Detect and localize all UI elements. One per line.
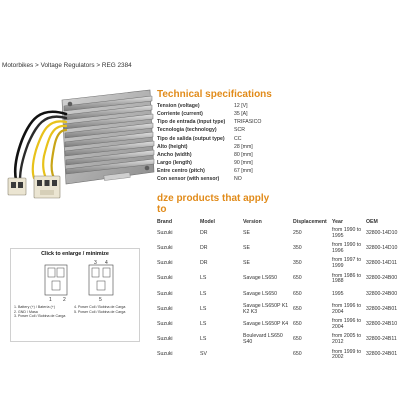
pin-label: 3	[94, 260, 97, 266]
cell-displacement: 650	[293, 305, 302, 312]
product-image[interactable]	[0, 80, 158, 210]
cell-oem: 32800-24B00	[366, 290, 398, 297]
cell-version: Savage LS650P K4	[243, 320, 289, 327]
cell-year: from 1997 to 1999	[332, 257, 362, 269]
cell-oem: 32800-14D10	[366, 244, 398, 251]
table-row	[157, 332, 398, 347]
header-displacement: Displacement	[293, 218, 327, 225]
cell-year: from 1990 to 1996	[332, 242, 362, 254]
spec-label: Entre centro (pitch)	[157, 168, 205, 175]
cell-brand: Suzuki	[157, 336, 173, 343]
header-oem: OEM	[366, 218, 378, 225]
cell-oem: 32800-24B01	[366, 305, 398, 312]
pin-label: 4	[105, 260, 108, 266]
spec-value: 12 [V]	[234, 103, 248, 109]
legend-row	[14, 314, 125, 319]
cell-version: Boulevard LS650 S40	[243, 333, 283, 345]
spec-label: Corriente (current)	[157, 111, 203, 118]
spec-value: 35 [A]	[234, 111, 248, 118]
spec-row	[157, 167, 261, 175]
header-year: Year	[332, 218, 343, 225]
spec-row	[157, 118, 261, 126]
legend-item: 3. Power Coil / Bobina de Carga	[14, 314, 66, 318]
cell-model: LS	[200, 275, 207, 282]
cell-year: from 1990 to 1995	[332, 227, 362, 239]
enlarge-caption[interactable]: Click to enlarge / minimize	[41, 251, 109, 257]
cell-model: DR	[200, 244, 208, 251]
cell-displacement: 650	[293, 320, 302, 327]
cell-brand: Suzuki	[157, 290, 173, 297]
breadcrumb-motorbikes[interactable]: Motorbikes	[2, 62, 34, 69]
cell-displacement: 250	[293, 229, 302, 236]
cell-version: SE	[243, 229, 250, 236]
cell-version: SE	[243, 244, 250, 251]
cell-displacement: 650	[293, 290, 302, 297]
spec-row	[157, 110, 261, 118]
cell-version: SE	[243, 260, 250, 267]
cell-oem: 32800-24B00	[366, 275, 398, 282]
cell-year: from 1996 to 2004	[332, 302, 362, 315]
pin-label: 2	[63, 297, 66, 303]
cell-model: LS	[200, 305, 207, 312]
spec-row	[157, 175, 261, 183]
spec-value: 80 [mm]	[234, 151, 253, 158]
spec-value: SCR	[234, 127, 245, 134]
cell-version: Savage LS650P K1 K2 K3	[243, 302, 289, 315]
legend-item: 2. GND / Masa	[14, 309, 38, 314]
breadcrumb-separator: >	[35, 62, 39, 69]
pin-label: 5	[99, 297, 102, 303]
table-row	[157, 302, 398, 317]
cell-year: from 1999 to 2002	[332, 348, 362, 361]
spec-label: Tension (voltage)	[157, 103, 200, 109]
spec-row	[157, 151, 261, 159]
cell-brand: Suzuki	[157, 244, 173, 251]
cell-brand: Suzuki	[157, 229, 173, 236]
connector-diagram	[11, 259, 141, 305]
cell-oem: 32800-14D11	[366, 260, 398, 267]
spec-value: 67 [mm]	[234, 168, 253, 175]
connector-2pin	[8, 178, 26, 195]
cell-model: LS	[200, 290, 207, 297]
cell-oem: 32800-24B11	[366, 336, 397, 343]
cell-displacement: 350	[293, 244, 302, 251]
spec-row	[157, 135, 261, 143]
cell-year: from 1986 to 1988	[332, 272, 362, 285]
cell-version: Savage LS650	[243, 275, 278, 282]
table-row	[157, 317, 398, 332]
pin-legend	[14, 305, 125, 319]
table-row	[157, 226, 398, 241]
cell-oem: 32800-24B10	[366, 320, 398, 327]
cell-brand: Suzuki	[157, 305, 173, 312]
breadcrumb-separator: >	[96, 62, 101, 69]
applications-table	[157, 217, 398, 363]
spec-label: Alto (height)	[157, 143, 188, 150]
spec-row	[157, 159, 261, 167]
cell-displacement: 650	[293, 275, 302, 282]
table-row	[157, 287, 398, 302]
wires	[15, 112, 66, 180]
spec-row	[157, 143, 261, 151]
table-row	[157, 241, 398, 256]
table-row	[157, 256, 398, 271]
cell-model: DR	[200, 260, 208, 267]
cell-brand: Suzuki	[157, 351, 173, 358]
spec-row	[157, 126, 261, 134]
heatsink	[62, 90, 154, 184]
spec-value: 28 [mm]	[234, 143, 253, 150]
spec-label: Con sensor (with sensor)	[157, 176, 220, 183]
header-model: Model	[200, 218, 215, 225]
cell-model: DR	[200, 229, 208, 236]
spec-label: Ancho (width)	[157, 151, 192, 158]
spec-label: Tipo de salida (output type)	[157, 135, 225, 142]
header-version: Version	[243, 218, 262, 225]
cell-displacement: 650	[293, 336, 302, 343]
cell-version	[243, 348, 293, 363]
spec-row	[157, 102, 261, 110]
cell-displacement: 650	[293, 351, 302, 358]
cell-model: LS	[200, 320, 207, 327]
specs-table	[157, 102, 261, 184]
spec-value: NO	[234, 176, 242, 183]
cell-year: from 1996 to 2004	[332, 318, 362, 330]
table-row	[157, 272, 398, 287]
cell-brand: Suzuki	[157, 320, 173, 327]
legend-item: 4. Power Coil / Bobina de Carga	[74, 305, 126, 309]
cell-year: 1995	[332, 290, 344, 297]
spec-label: Largo (length)	[157, 160, 192, 167]
spec-value: 90 [mm]	[234, 160, 253, 167]
wiring-diagram[interactable]	[10, 248, 140, 342]
table-header-row	[157, 217, 398, 226]
apply-title: dze products that apply to	[157, 193, 270, 215]
pin-label: 1	[49, 297, 52, 303]
specs-title: Technical specifications	[157, 89, 272, 100]
table-row	[157, 348, 398, 363]
spec-label: Tipo de entrada (input type)	[157, 119, 226, 126]
cell-model: SV	[200, 351, 207, 358]
breadcrumb-voltage-regulators[interactable]: Voltage Regulators	[40, 62, 95, 69]
spec-value: TRIFASICO	[234, 119, 262, 126]
connector-3pin	[34, 176, 60, 198]
breadcrumb	[2, 62, 132, 69]
breadcrumb-current: REG 2384	[101, 62, 132, 69]
cell-oem: 32800-24B01	[366, 351, 398, 358]
cell-brand: Suzuki	[157, 260, 173, 267]
legend-item: 1. Battery (+) / Batería (+)	[14, 305, 55, 309]
spec-label: Tecnologia (technology)	[157, 127, 217, 134]
cell-year: from 2005 to 2012	[332, 333, 362, 345]
cell-model: LS	[200, 336, 207, 343]
legend-item: 5. Power Coil / Bobina de Carga	[74, 309, 126, 314]
cell-version: Savage LS650	[243, 290, 278, 297]
cell-displacement: 350	[293, 260, 302, 267]
header-brand: Brand	[157, 218, 172, 225]
cell-oem: 32800-14D10	[366, 229, 398, 236]
cell-brand: Suzuki	[157, 275, 173, 282]
spec-value: CC	[234, 135, 242, 142]
